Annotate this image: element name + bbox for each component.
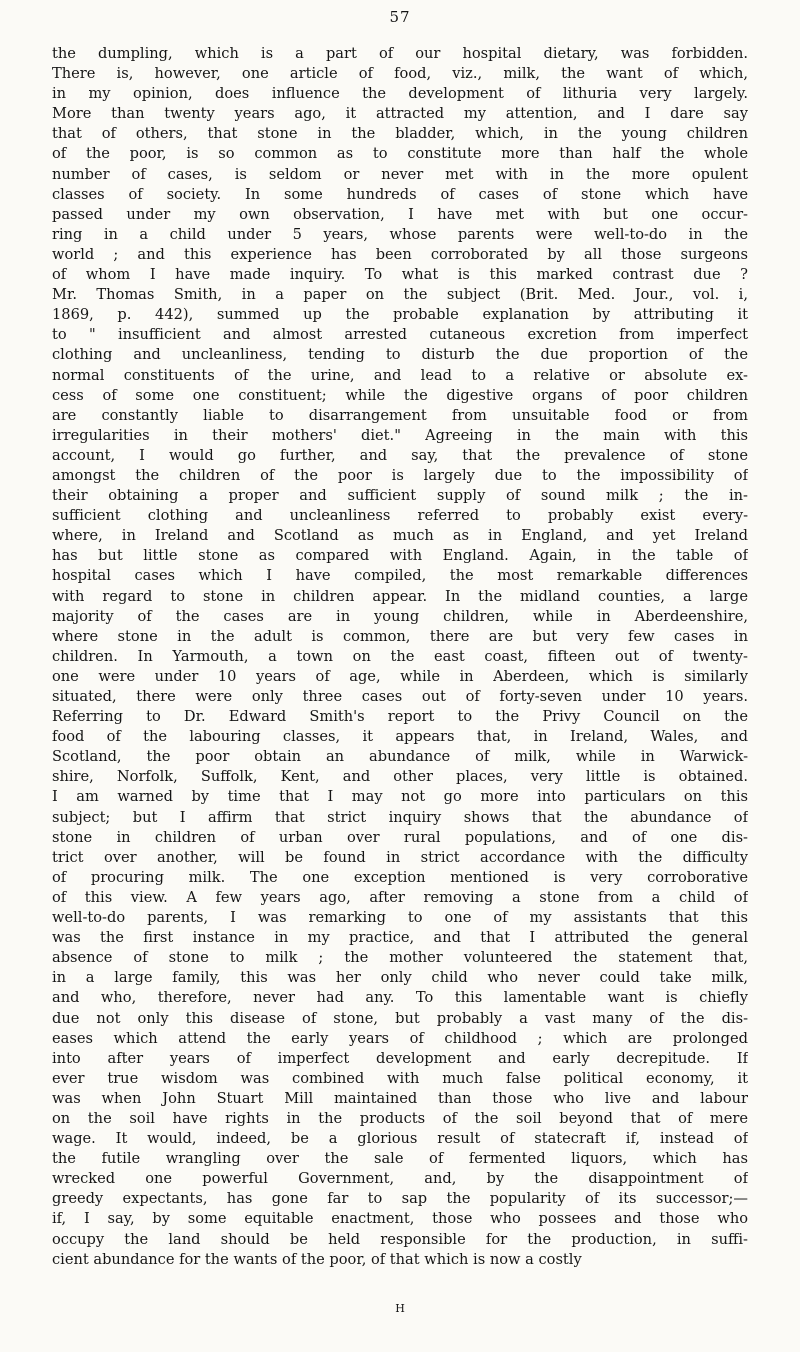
text-line: of this view. A few years ago, after removing a stone from a child of	[52, 888, 748, 906]
text-line: More than twenty years ago, it attracted my attention, and I dare say	[52, 105, 748, 123]
text-line: with regard to stone in children appear. In the midland counties, a large	[52, 587, 748, 605]
text-line: Referring to Dr. Edward Smith's report to the Privy Council on the	[52, 708, 748, 726]
text-line: sufficient clothing and uncleanliness referred to probably exist every-	[52, 507, 748, 525]
text-line: wrecked one powerful Government, and, by the disappointment of	[52, 1170, 748, 1188]
text-line: on the soil have rights in the products of the soil beyond that of mere	[52, 1109, 748, 1127]
text-line: shire, Norfolk, Suffolk, Kent, and other places, very little is obtained.	[52, 768, 748, 786]
text-line: due not only this disease of stone, but probably a vast many of the dis-	[52, 1009, 748, 1027]
text-line: account, I would go further, and say, that the prevalence of stone	[52, 446, 748, 464]
text-line: subject; but I affirm that strict inquiry shows that the abundance of	[52, 808, 748, 826]
text-line: trict over another, will be found in strict accordance with the difficulty	[52, 848, 748, 866]
text-line: normal constituents of the urine, and lead to a relative or absolute ex-	[52, 366, 748, 384]
text-line: passed under my own observation, I have met with but one occur-	[52, 205, 748, 223]
text-line: I am warned by time that I may not go more into particulars on this	[52, 788, 748, 806]
text-line: food of the labouring classes, it appears that, in Ireland, Wales, and	[52, 728, 748, 746]
text-line: in a large family, this was her only child who never could take milk,	[52, 969, 748, 987]
text-line: classes of society. In some hundreds of cases of stone which have	[52, 185, 748, 203]
text-line: into after years of imperfect development and early decrepitude. If	[52, 1049, 748, 1067]
text-line: wage. It would, indeed, be a glorious result of statecraft if, instead of	[52, 1130, 748, 1148]
text-line: children. In Yarmouth, a town on the east coast, fifteen out of twenty-	[52, 647, 748, 665]
text-line: amongst the children of the poor is largely due to the impossibility of	[52, 466, 748, 484]
text-line: was the first instance in my practice, and that I attributed the general	[52, 929, 748, 947]
body-text	[52, 44, 748, 1270]
text-line: to " insufficient and almost arrested cutaneous excretion from imperfect	[52, 326, 748, 344]
text-line: greedy expectants, has gone far to sap the popularity of its successor;—	[52, 1190, 748, 1208]
text-line: of whom I have made inquiry. To what is this marked contrast due ?	[52, 266, 748, 284]
text-line: has but little stone as compared with England. Again, in the table of	[52, 547, 748, 565]
text-line: of procuring milk. The one exception mentioned is very corroborative	[52, 868, 748, 886]
text-line: eases which attend the early years of childhood ; which are prolonged	[52, 1029, 748, 1047]
text-line: was when John Stuart Mill maintained than those who live and labour	[52, 1089, 748, 1107]
text-line: Mr. Thomas Smith, in a paper on the subject (Brit. Med. Jour., vol. i,	[52, 286, 748, 304]
text-line: ring in a child under 5 years, whose parents were well-to-do in the	[52, 225, 748, 243]
text-line: where, in Ireland and Scotland as much as in England, and yet Ireland	[52, 527, 748, 545]
text-line: well-to-do parents, I was remarking to one of my assistants that this	[52, 909, 748, 927]
text-line: and who, therefore, never had any. To this lamentable want is chiefly	[52, 989, 748, 1007]
text-line: where stone in the adult is common, there are but very few cases in	[52, 627, 748, 645]
text-line: the dumpling, which is a part of our hospital dietary, was forbidden.	[52, 45, 748, 62]
page-number: 57	[389, 8, 411, 26]
text-line: one were under 10 years of age, while in Aberdeen, which is similarly	[52, 667, 748, 685]
text-line: majority of the cases are in young children, while in Aberdeenshire,	[52, 607, 748, 625]
text-line: that of others, that stone in the bladder, which, in the young children	[52, 125, 748, 143]
text-line: irregularities in their mothers' diet." Agreeing in the main with this	[52, 426, 748, 444]
text-line: 1869, p. 442), summed up the probable explanation by attributing it	[52, 306, 748, 324]
text-line: cient abundance for the wants of the poor, of that which is now a costly	[52, 1250, 582, 1268]
text-line: hospital cases which I have compiled, the most remarkable differences	[52, 567, 748, 585]
text-line: are constantly liable to disarrangement from unsuitable food or from	[52, 406, 748, 424]
text-line: clothing and uncleanliness, tending to disturb the due proportion of the	[52, 346, 748, 364]
text-line: occupy the land should be held responsible for the production, in suffi-	[52, 1230, 748, 1248]
text-line: stone in children of urban over rural populations, and of one dis-	[52, 828, 748, 846]
text-line: if, I say, by some equitable enactment, those who possees and those who	[52, 1210, 748, 1228]
text-line: situated, there were only three cases out of forty-seven under 10 years.	[52, 688, 748, 705]
text-line: the futile wrangling over the sale of fermented liquors, which has	[52, 1150, 748, 1168]
signature-mark: H	[395, 1302, 405, 1315]
text-line: in my opinion, does influence the development of lithuria very largely.	[52, 85, 748, 103]
text-line: cess of some one constituent; while the digestive organs of poor children	[52, 386, 748, 404]
text-line: Scotland, the poor obtain an abundance of milk, while in Warwick-	[52, 748, 748, 766]
text-line: their obtaining a proper and sufficient supply of sound milk ; the in-	[52, 487, 748, 505]
text-line: world ; and this experience has been corroborated by all those surgeons	[52, 245, 748, 263]
text-line: of the poor, is so common as to constitute more than half the whole	[52, 145, 748, 163]
text-line: number of cases, is seldom or never met with in the more opulent	[52, 165, 748, 183]
text-line: ever true wisdom was combined with much false political economy, it	[52, 1069, 748, 1087]
text-line: absence of stone to milk ; the mother volunteered the statement that,	[52, 949, 748, 967]
text-line: There is, however, one article of food, viz., milk, the want of which,	[52, 65, 748, 83]
